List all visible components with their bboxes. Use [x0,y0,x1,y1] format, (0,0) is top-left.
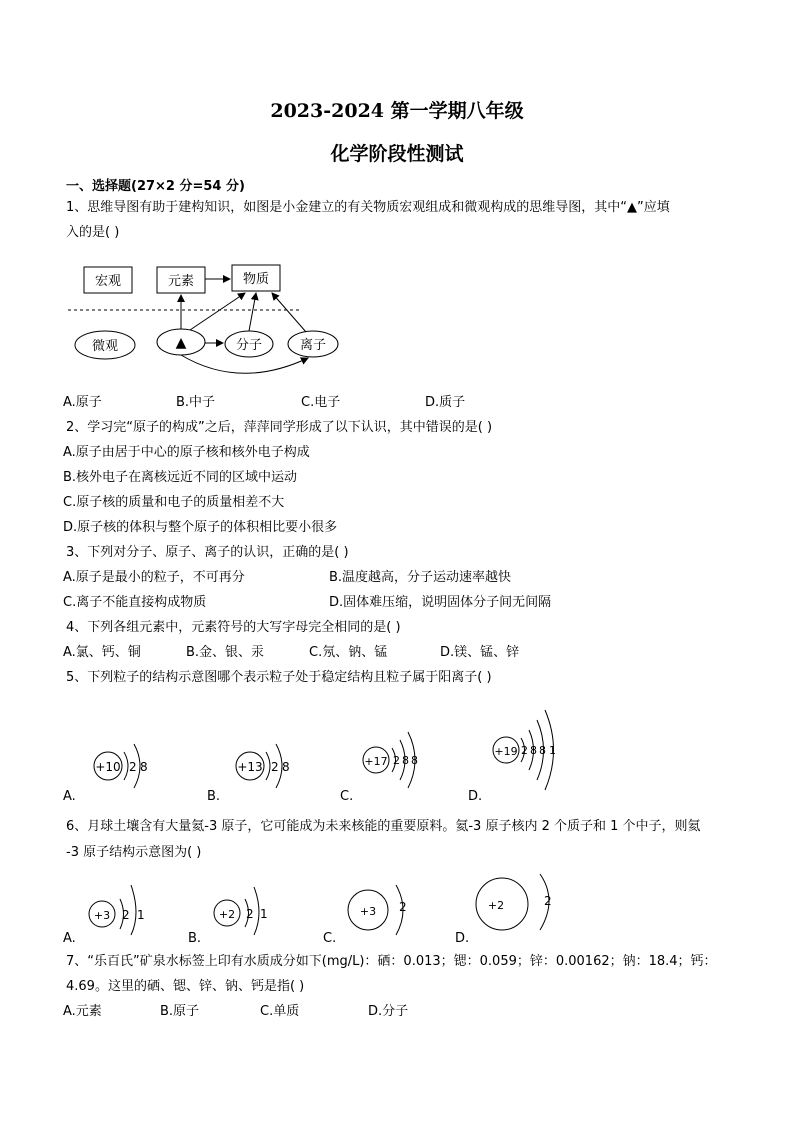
q6-d-nucleus: +2 [487,899,505,912]
q5-d-nucleus: +19 [494,745,518,758]
q5-b-shell-2: 8 [282,760,290,774]
q7-option-b[interactable]: B.原子 [160,1004,200,1019]
q5-option-b[interactable]: B. [207,789,221,804]
q7-stem-line1: 7、“乐百氏”矿泉水标签上印有水质成分如下(mg/L)：硒：0.013；锶：0.059；锌：0.00162；钠：18.4；钙： [66,954,717,969]
q6-b-shell-2: 1 [260,907,268,921]
q5-atom-d [480,702,590,797]
exam-title-line1: 2023-2024 第一学期八年级 [270,100,524,122]
q3-option-d[interactable]: D.固体难压缩，说明固体分子间无间隔 [329,595,552,610]
q3-option-a[interactable]: A.原子是最小的粒子，不可再分 [63,570,245,585]
q2-option-a[interactable]: A.原子由居于中心的原子核和核外电子构成 [63,445,310,460]
q6-b-shell-1: 2 [246,907,254,921]
q5-c-shell-3: 8 [411,754,418,767]
q6-a-nucleus: +3 [93,909,111,922]
q1-option-b[interactable]: B.中子 [176,395,216,410]
q7-option-a[interactable]: A.元素 [63,1004,102,1019]
q2-option-d[interactable]: D.原子核的体积与整个原子的体积相比要小很多 [63,520,338,535]
q4-option-a[interactable]: A.氯、钙、铜 [63,645,141,660]
q5-c-shell-1: 2 [393,754,400,767]
substance-label: 物质 [242,272,270,287]
macro-label: 宏观 [94,274,122,289]
q5-d-shell-2: 8 [530,744,537,757]
q6-d-shell-1: 2 [544,894,552,908]
micro-label: 微观 [91,339,119,354]
q5-stem: 5、下列粒子的结构示意图哪个表示粒子处于稳定结构且粒子属于阳离子( ) [66,670,492,685]
q5-a-shell-1: 2 [129,760,137,774]
q5-a-shell-2: 8 [140,760,148,774]
q6-stem-line1: 6、月球土壤含有大量氦-3 原子，它可能成为未来核能的重要原料。氦-3 原子核内 2 个质子和 1 个中子，则氦 [66,819,701,834]
q3-stem: 3、下列对分子、原子、离子的认识，正确的是( ) [66,545,349,560]
q4-option-c[interactable]: C.氖、钠、锰 [309,645,388,660]
q1-option-d[interactable]: D.质子 [425,395,466,410]
q6-option-a[interactable]: A. [63,931,76,946]
q3-option-b[interactable]: B.温度越高，分子运动速率越快 [329,570,512,585]
q7-option-d[interactable]: D.分子 [368,1004,409,1019]
q4-stem: 4、下列各组元素中，元素符号的大写字母完全相同的是( ) [66,620,401,635]
ion-to-substance-arrow [272,293,306,332]
q6-option-c[interactable]: C. [323,931,337,946]
q5-option-a[interactable]: A. [63,789,76,804]
q5-d-shell-3: 8 [539,744,546,757]
molecule-to-substance-arrow [249,293,256,331]
q2-stem: 2、学习完“原子的构成”之后，萍萍同学形成了以下认识，其中错误的是( ) [66,420,493,435]
q5-d-shell-1: 2 [521,744,528,757]
q5-c-shell-2: 8 [402,754,409,767]
q1-mind-map-diagram [60,255,360,385]
q3-option-c[interactable]: C.离子不能直接构成物质 [63,595,207,610]
q5-atom-b [222,730,312,800]
triangle-to-ion-arrow [181,355,308,373]
triangle-placeholder-icon: ▲ [175,335,187,351]
q6-atom-a [85,877,165,937]
q2-option-c[interactable]: C.原子核的质量和电子的质量相差不大 [63,495,285,510]
q7-stem-line2: 4.69。这里的硒、锶、锌、钠、钙是指( ) [66,979,305,994]
q5-atom-a [80,730,170,800]
q6-a-shell-2: 1 [137,908,145,922]
q6-option-d[interactable]: D. [455,931,470,946]
q6-b-nucleus: +2 [218,908,236,921]
q6-a-shell-1: 2 [122,908,130,922]
q4-option-d[interactable]: D.镁、锰、锌 [440,645,520,660]
q6-option-b[interactable]: B. [188,931,202,946]
q1-option-c[interactable]: C.电子 [301,395,341,410]
q1-stem-line2: 入的是( ) [66,225,120,240]
q6-atom-d [470,868,570,938]
q4-option-b[interactable]: B.金、银、汞 [186,645,265,660]
q5-atom-c [350,718,450,798]
q6-stem-line2: -3 原子结构示意图为( ) [66,845,202,860]
q6-c-shell-1: 2 [399,900,407,914]
q5-d-shell-4: 1 [549,744,556,757]
exam-title-line2: 化学阶段性测试 [330,143,464,165]
ion-label: 离子 [299,338,327,353]
q6-atom-b [210,877,290,937]
q5-b-shell-1: 2 [271,760,279,774]
q5-option-c[interactable]: C. [340,789,354,804]
q5-option-d[interactable]: D. [468,789,483,804]
section-heading: 一、选择题(27×2 分=54 分) [66,179,245,194]
q5-c-nucleus: +17 [364,755,388,768]
q2-option-b[interactable]: B.核外电子在离核远近不同的区域中运动 [63,470,298,485]
element-label: 元素 [167,274,195,289]
triangle-to-substance-arrow [190,293,245,330]
q1-stem-line1: 1、思维导图有助于建构知识，如图是小金建立的有关物质宏观组成和微观构成的思维导图，其中“▲”应填 [66,200,670,215]
q5-a-nucleus: +10 [95,760,121,774]
q1-option-a[interactable]: A.原子 [63,395,102,410]
q6-atom-c [340,875,430,940]
molecule-label: 分子 [235,338,263,353]
q5-b-nucleus: +13 [237,760,263,774]
q6-c-nucleus: +3 [359,905,377,918]
q7-option-c[interactable]: C.单质 [260,1004,300,1019]
